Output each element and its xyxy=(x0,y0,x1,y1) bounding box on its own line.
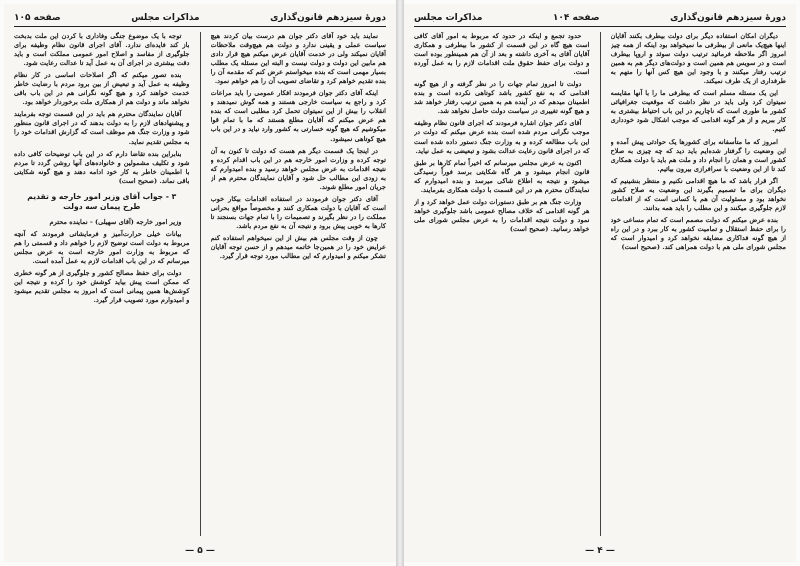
paragraph: حدود تجمع و اینکه در حدود که مربوط به امور آقای کافی است هیچ گاه در این قسمت از کشور ما بیطرفی و همکاری آقایان آقای به آخری داشته و بعد از آن هم همینطور بوده است و دولت برای حفظ حقوق ملت اقدامات لازم را به عمل آورده است. xyxy=(414,32,590,77)
paragraph: نمایند باید خود آقای دکتر جوان هم درست بیان کردند هیچ سیاست عملی و یقینی ندارد و دولت هم هیچ‌وقت ملاحظات آقایان نمیکند ولی در خدمت آقایان عرض میکنم هیچ قرار دادی هم مابین این دولت و دولت نیست و البته این مسئله یک مطلب بسیار مهمی است که بنده میخواستم عرض کنم که مقدمه آن را بنده تقدیم خواهم کرد و تقاضای تصویب آن را هم خواهم نمود. xyxy=(210,32,386,86)
page-104 xyxy=(404,4,796,562)
paragraph: اکنون به عرض مجلس میرسانم که اخیراً تمام کارها بر طبق قانون انجام میشود و هر گاه شکایتی برسد فوراً رسیدگی میشود و نتیجه به اطلاع شاکی میرسد و بنده امیدوارم که نمایندگان محترم هم در این قسمت با دولت همکاری بفرمایند. xyxy=(414,158,590,194)
paragraph: اگر قرار باشد که ما هیچ اقدامی نکنیم و منتظر بنشینیم که دیگران برای ما تصمیم بگیرند این وضعیت به صلاح کشور نخواهد بود و مسئولیت آن هم با کسانی است که از اقدامات لازم جلوگیری میکنند و این مطلب را باید همه بدانند. xyxy=(610,176,786,212)
header-session: دورهٔ سیزدهم قانون‌گذاری xyxy=(270,13,386,23)
header-session: دورهٔ سیزدهم قانون‌گذاری xyxy=(670,13,786,23)
paragraph: توجه با یک موضوع جنگی وفاداری با کردن این ملت بدبخت باز کند فایده‌ای ندارد. آقای اجرای قانون نظام وظیفه برای جلوگیری از مفاسد و اصلاح امور عمومی مملکت است و باید دقت بیشتری در اجرای آن به عمل آید تا عدالت رعایت شود. xyxy=(14,32,190,68)
text-columns xyxy=(14,32,386,536)
text-column-left xyxy=(414,32,590,536)
header-title: مذاکرات مجلس xyxy=(131,13,200,23)
text-column-right xyxy=(211,32,387,536)
header-page-number: صفحه ۱۰۵ xyxy=(14,13,61,23)
paragraph: بنابراین بنده تقاضا دارم که در این باب توضیحات کافی داده شود و تکلیف مشمولین و خانواده‌های آنها روشن گردد تا مردم با اطمینان خاطر به کار خود ادامه دهند و هیچ گونه شکایتی باقی نماند. (صحیح است) xyxy=(14,149,190,185)
paragraph: آقای دکتر جوان اشاره فرمودند که اجرای قانون نظام وظیفه موجب نگرانی مردم شده است بنده عرض میکنم که دولت در این باب مطالعه کرده و به وزارت جنگ دستور داده شده است که در اجرای قانون رعایت عدالت بشود و تبعیضی به عمل نیاید. xyxy=(414,119,590,155)
page-header xyxy=(14,10,386,27)
header-page-number: صفحه ۱۰۴ xyxy=(552,13,600,23)
header-title: مذاکرات مجلس xyxy=(414,13,483,23)
page-105 xyxy=(4,4,396,562)
section-subheading: وزیر امور خارجه (آقای سهیلی) - نماینده محترم xyxy=(49,217,182,226)
paragraph: امروز که ما متأسفانه برای کشورها یک حوادثی پیش آمده و این وضعیت را گرفتار شده‌ایم باید دید که چه چیزی به صلاح کشور است و همان را انجام داد و ملت هم باید با دولت همکاری کند تا از این وضعیت با سرافرازی بیرون بیائیم. xyxy=(610,137,786,173)
paragraph: اینکه آقای دکتر جوان فرمودند افکار عمومی را باید مراعات کرد و راجع به سیاست خارجی هستند و همه گوش نمیدهند و انقلاب را بیش از این نمیتوان تحمل کرد مطلبی است که بنده هم عرض میکنم که آقایان مطلع هستند که ما با تمام قوا میکوشیم که هیچ گونه خسارتی به کشور وارد نیاید و در این باب هیچ کوتاهی نمیشود. xyxy=(210,89,386,143)
page-header xyxy=(414,10,786,27)
page-footer-number: — ۴ — xyxy=(585,546,615,556)
paragraph: چون از وقت مجلس هم بیش از این نمیخواهم استفاده کنم عرایض خود را در همین‌جا خاتمه میدهم و از حسن توجه آقایان تشکر میکنم و امیدوارم که این مطالب مورد توجه قرار گیرد. xyxy=(210,233,386,261)
section-heading: ۳ - جواب آقای وزیر امور خارجه و تقدیم طرح پیمان سه دولت xyxy=(27,191,177,211)
paragraph: آقایان نمایندگان محترم هم باید در این قسمت توجه بفرمایند و پیشنهادهای لازم را به دولت بدهند که در اجرای قانون منظور شود و وزارت جنگ هم موظف است که گزارش اقدامات خود را به مجلس تقدیم نماید. xyxy=(14,110,190,146)
column-divider xyxy=(200,32,201,536)
text-column-right xyxy=(611,32,787,536)
paragraph: بنده تصور میکنم که اگر اصلاحات اساسی در کار نظام وظیفه به عمل آید و تبعیض از بین برود مردم با رضایت خاطر خدمت خواهند کرد و هیچ گونه نگرانی هم در این باب باقی نخواهد ماند و دولت هم از همکاری ملت برخوردار خواهد بود. xyxy=(14,71,190,107)
paragraph: در اینجا یک قسمت دیگر هم هست که دولت تا کنون به آن توجه کرده و وزارت امور خارجه هم در این باب اقدام کرده و نتیجه اقدامات به عرض مجلس خواهد رسید و بنده امیدوارم که به زودی این مطالب حل شود و آقایان نمایندگان محترم هم از جریان امور مطلع شوند. xyxy=(210,146,386,191)
book-gutter xyxy=(396,0,404,566)
paragraph: وزارت جنگ هم بر طبق دستورات دولت عمل خواهد کرد و از هر گونه اقدامی که خلاف مصالح عمومی باشد جلوگیری خواهد نمود و دولت نتیجه اقدامات را به عرض مجلس شورای ملی خواهد رسانید. (صحیح است) xyxy=(414,197,590,233)
paragraph: بنده عرض میکنم که دولت مصمم است که تمام مساعی خود را برای حفظ استقلال و تمامیت کشور به کار ببرد و در این راه از هیچ گونه فداکاری مضایقه نخواهد کرد و امیدوار است که مجلس شورای ملی هم با دولت همراهی کند. (صحیح است) xyxy=(610,215,786,252)
paragraph: آقای دکتر جوان فرمودند در استفاده اقدامات بیکار خوب است که آقایان با دولت همکاری کنند و مخصوصاً مواقع بحرانی مملکت را در نظر بگیرند و تصمیمات را با تمام جهات بسنجند تا کارها به خوبی پیش برود و نتیجه آن به نفع مردم باشد. xyxy=(210,194,386,230)
column-divider xyxy=(600,32,601,536)
text-columns xyxy=(414,32,786,536)
paragraph: بیانات خیلی حرارت‌آمیز و فرمایشاتی فرمودند که آنچه مربوط به دولت است توضیح لازم را خواهم داد و قسمتی را هم که مربوط به وزارت امور خارجه است به عرض مجلس میرسانم که در این باب اقدامات لازم به عمل آمده است. xyxy=(14,229,190,265)
paragraph: دولت تا امروز تمام جهات را در نظر گرفته و از هیچ گونه اقدامی که به نفع کشور باشد کوتاهی نکرده است و بنده اطمینان میدهم که در آینده هم به همین ترتیب رفتار خواهد شد و هیچ گونه تغییری در سیاست دولت حاصل نخواهد شد. xyxy=(414,80,590,116)
text-column-left xyxy=(14,32,190,536)
paragraph: دولت برای حفظ مصالح کشور و جلوگیری از هر گونه خطری که ممکن است پیش بیاید کوشش خود را کرده و نتیجه این کوشش‌ها همین پیمانی است که امروز به مجلس تقدیم میشود و امیدوارم مورد تصویب قرار گیرد. xyxy=(14,268,190,305)
paragraph: این یک مسئله مسلم است که بیطرفی ما را با آنها مقایسه نمیتوان کرد ولی باید در نظر داشت که موقعیت جغرافیائی کشور ما طوری است که ناچاریم در این باب احتیاط بیشتری به کار ببریم و از هر گونه اقدامی که موجب اشکال شود خودداری کنیم. xyxy=(610,89,786,134)
paragraph: دیگران امکان استفاده دیگر برای دولت بیطرف بکنند آقایان اینها هیچ‌یک مانعی از بیطرفی ما نمیخواهد بود اینکه از همه چیز امروز اگر ملاحظه فرمائید ترتیب دولت سوئد و اروپا بیطرف است و در سویس هم همین است و دولت‌های دیگر هم به همین ترتیب رفتار میکنند و با وجود این هیچ کس آنها را متهم به طرفداری از یک طرف نمیکند. xyxy=(610,32,786,86)
page-footer-number: — ۵ — xyxy=(185,546,215,556)
